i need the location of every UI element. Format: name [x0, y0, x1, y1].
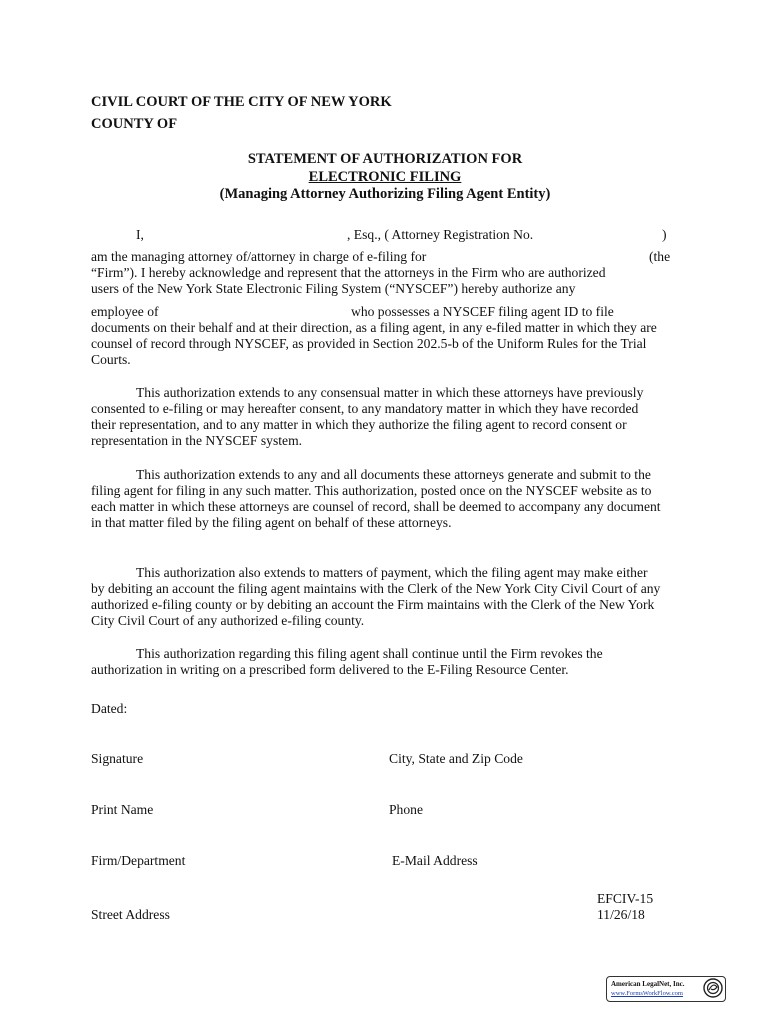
street-address-label: Street Address [91, 907, 170, 922]
intro-firm-line: “Firm”). I hereby acknowledge and represent that the attorneys in the Firm who are authorized [91, 265, 606, 280]
intro-rest-paragraph: documents on their behalf and at their direction, as a filing agent, in any e-filed matter in which they are counsel of record through NYSCEF, as provided in Section 202.5-b of the Uniform Rules for the Trial Courts. [91, 320, 657, 367]
document-title-line3: (Managing Attorney Authorizing Filing Agent Entity) [219, 186, 551, 202]
email-label: E-Mail Address [392, 853, 478, 868]
signature-label: Signature [91, 751, 144, 766]
court-name: CIVIL COURT OF THE CITY OF NEW YORK [91, 94, 392, 110]
intro-close-paren: ) [662, 227, 667, 242]
form-date: 11/26/18 [597, 907, 645, 922]
print-name-label: Print Name [91, 802, 154, 817]
phone-label: Phone [389, 802, 423, 817]
document-title-line2: ELECTRONIC FILING [308, 169, 462, 185]
county-label: COUNTY OF [91, 116, 178, 132]
intro-managing-attorney: am the managing attorney of/attorney in charge of e-filing for [91, 249, 427, 264]
seal-icon [703, 978, 723, 998]
firm-department-label: Firm/Department [91, 853, 186, 868]
intro-the: (the [649, 249, 671, 264]
intro-users-line: users of the New York State Electronic Filing System (“NYSCEF”) hereby authorize any [91, 281, 576, 296]
paragraph-documents: This authorization extends to any and all documents these attorneys generate and submit to the filing agent for filing in any such matter. This authorization, posted once on the NYSCEF website as to each matter in which these attorneys are counsel of record, shall be deemed to accompany any document in that matter filed by the filing agent on behalf of these attorneys. [91, 467, 661, 530]
intro-esq-registration: , Esq., ( Attorney Registration No. [347, 227, 534, 242]
form-code: EFCIV-15 [597, 891, 654, 906]
logo-website-link[interactable]: www.FormsWorkFlow.com [611, 990, 683, 997]
city-state-zip-label: City, State and Zip Code [389, 751, 523, 766]
intro-employee-of: employee of [91, 304, 159, 319]
paragraph-payment: This authorization also extends to matters of payment, which the filing agent may make either by debiting an account the filing agent maintains with the Clerk of the New York City Civil Court of any authorized e-filing county or by debiting an account the Firm maintains with the Clerk of the New York City Civil Court of any authorized e-filing county. [91, 565, 661, 628]
dated-label: Dated: [91, 701, 128, 716]
intro-i: I, [136, 227, 144, 242]
document-title-line1: STATEMENT OF AUTHORIZATION FOR [247, 151, 523, 167]
intro-who-possesses: who possesses a NYSCEF filing agent ID to file [351, 304, 614, 319]
paragraph-revocation: This authorization regarding this filing agent shall continue until the Firm revokes the authorization in writing on a prescribed form delivered to the E-Filing Resource Center. [91, 646, 603, 677]
paragraph-consensual-matter: This authorization extends to any consensual matter in which these attorneys have previously consented to e-filing or may hereafter consent, to any mandatory matter in which they have recorded their representation, and to any matter in which they authorize the filing agent to record consent or representation in the NYSCEF system. [91, 385, 644, 448]
logo-company-name: American LegalNet, Inc. [611, 980, 685, 988]
american-legalnet-logo [606, 976, 726, 1002]
